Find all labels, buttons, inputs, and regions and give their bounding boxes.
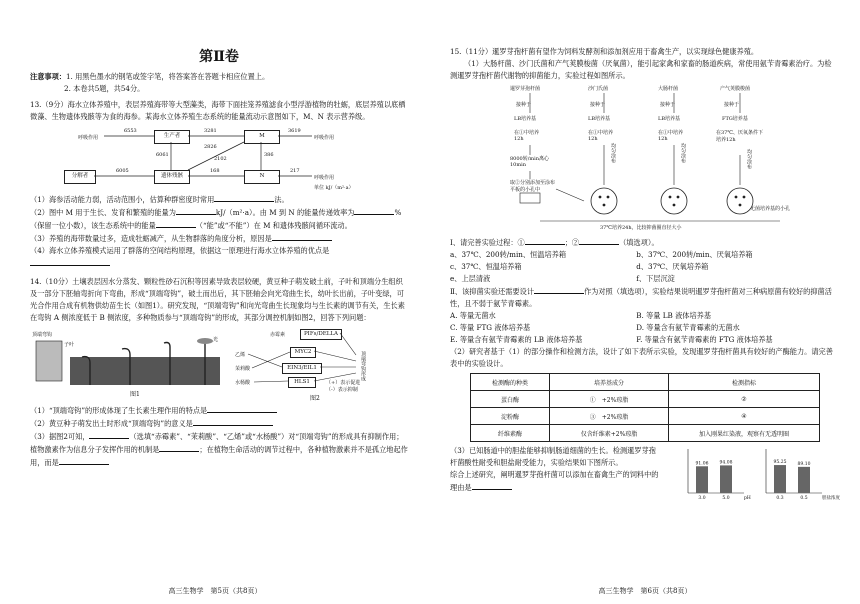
answer-blank[interactable] bbox=[354, 206, 394, 215]
option-c[interactable]: c、37℃、恒温培养箱 bbox=[450, 262, 522, 271]
data-label: 95.25 bbox=[773, 460, 787, 466]
table-cell: ① +2%琼脂 bbox=[550, 391, 669, 408]
opts1-row bbox=[450, 273, 838, 285]
opts2-row bbox=[450, 310, 838, 322]
opts1-row bbox=[450, 261, 838, 273]
fig2-ein3: EIN3/EIL1 bbox=[282, 363, 322, 374]
opts2-row bbox=[450, 334, 838, 346]
q13-3 bbox=[30, 232, 408, 245]
ftg-4: FTG培养基 bbox=[722, 116, 748, 122]
hook-label: 顶端弯钩 bbox=[32, 332, 53, 338]
tick-label: 0.3 bbox=[776, 496, 784, 501]
q13-1 bbox=[30, 193, 408, 206]
m-box: M bbox=[244, 130, 280, 144]
answer-blank[interactable] bbox=[159, 443, 199, 452]
q14-2 bbox=[30, 417, 408, 430]
inoculate-3: 接种于 bbox=[660, 102, 676, 108]
svg-text:光: 光 bbox=[213, 337, 219, 343]
q14-3-end: ；在植物生命活动的调节过程中，各种植物激素并不是孤立地起作用，而是 bbox=[30, 445, 408, 467]
fig2-legend-minus: （-）表示抑制 bbox=[326, 387, 358, 393]
lb-3: LB培养基 bbox=[658, 116, 680, 122]
spread-2: 均匀涂布 bbox=[610, 143, 616, 163]
q14-1 bbox=[30, 404, 408, 417]
option-A[interactable]: A. 等量无菌水 bbox=[450, 311, 496, 320]
table-cell: ④ bbox=[669, 408, 820, 425]
q13-2-text: （2）图中 M 用于生长、发育和繁殖的能量为 bbox=[30, 208, 176, 217]
data-label: 89.10 bbox=[797, 461, 811, 467]
ii-b: 作为对照（填选项），实验结果说明暹罗芽孢杆菌对三种病原菌有较好的抑菌活性，且不弱于氨苄青霉素。 bbox=[450, 287, 832, 308]
q13-1-end: 法。 bbox=[274, 195, 289, 204]
notice-text-1: 1. 用黑色墨水的钢笔或签字笔，将答案答在答题卡相应位置上。 bbox=[65, 72, 270, 81]
q14-2-text: （2）黄豆种子萌发出土时形成“顶端弯钩”的意义是 bbox=[30, 419, 193, 428]
q13-2-mid2: %（保留一位小数），该生态系统中的能量 bbox=[30, 208, 402, 230]
v3281: 3281 bbox=[204, 128, 217, 134]
answer-blank[interactable] bbox=[472, 481, 512, 490]
hole-label: 无菌培养基的小孔 bbox=[750, 206, 791, 212]
culture-label: 37℃培养24h，比较抑菌圈直径大小 bbox=[600, 225, 682, 231]
opts1-row bbox=[450, 249, 838, 261]
table-row bbox=[471, 425, 820, 442]
inoculate-2: 接种于 bbox=[590, 102, 606, 108]
section-title: 第Ⅱ卷 bbox=[199, 49, 239, 65]
table-cell: 淀粉酶 bbox=[471, 408, 550, 425]
col2-label: 沙门氏菌 bbox=[588, 86, 609, 92]
answer-blank[interactable] bbox=[30, 257, 110, 266]
bar bbox=[774, 465, 786, 493]
answer-blank[interactable] bbox=[534, 285, 584, 294]
cond-2: 在①中培养12h bbox=[588, 130, 614, 142]
q15-i bbox=[450, 236, 838, 249]
tick-label: 3.0 bbox=[698, 496, 706, 501]
v6005: 6005 bbox=[116, 168, 129, 174]
answer-blank[interactable] bbox=[272, 232, 332, 241]
lb-2: LB培养基 bbox=[588, 116, 610, 122]
q14-figures bbox=[30, 327, 408, 401]
ii-a: Ⅱ、该抑菌实验还需要设计 bbox=[450, 287, 534, 296]
fig2-label: 图2 bbox=[310, 395, 320, 402]
centrifuge: 8000转/min离心10min bbox=[510, 156, 549, 168]
inoculate-4: 接种于 bbox=[724, 102, 740, 108]
option-b[interactable]: b、37℃、200转/min、厌氧培养箱 bbox=[636, 250, 753, 259]
q13-2-mid: kJ/（m²·a）。由 M 到 N 的能量传递效率为 bbox=[215, 208, 355, 217]
enzyme-table bbox=[470, 373, 820, 442]
q13-2-end: （“能”或“不能”）在 M 和遗体残骸间循环流动。 bbox=[195, 221, 352, 230]
tick-label: 5.0 bbox=[722, 496, 730, 501]
option-d[interactable]: d、37℃、厌氧培养箱 bbox=[636, 262, 709, 271]
fig2-gibberellin: 赤霉素 bbox=[270, 332, 286, 338]
fig2-jasmonate: 茉莉酸 bbox=[235, 366, 251, 372]
cond-1: 在①中培养12h bbox=[514, 130, 540, 142]
table-cell: 加入刚果红染液，观察有无透明圈 bbox=[669, 425, 820, 442]
fig2-hook: 顶端弯钩形成 bbox=[360, 351, 366, 381]
n-box: N bbox=[244, 170, 280, 184]
producer-box: 生产者 bbox=[154, 130, 190, 144]
decomposer-box: 分解者 bbox=[64, 170, 96, 184]
fig2-pif: PIFs/DELLA bbox=[300, 329, 342, 340]
table-header: 检测酶的种类 bbox=[471, 374, 550, 391]
fig2-salicylic: 水杨酸 bbox=[235, 380, 251, 386]
v6553: 6553 bbox=[124, 128, 137, 134]
data-label: 94.08 bbox=[719, 460, 733, 466]
notice-label: 注意事项： bbox=[30, 72, 66, 81]
table-row bbox=[471, 391, 820, 408]
table-header: 培养基成分 bbox=[550, 374, 669, 391]
data-label: 91.06 bbox=[695, 461, 709, 467]
opts2-row bbox=[450, 322, 838, 334]
tolerance-charts bbox=[674, 445, 840, 507]
page-footer-5: 高三生物学 第5页（共8页） bbox=[168, 587, 262, 595]
v217: 217 bbox=[290, 168, 300, 174]
q13-4 bbox=[30, 245, 408, 270]
i-label: Ⅰ、请完善实验过程：① bbox=[450, 238, 525, 247]
v3619: 3619 bbox=[288, 128, 301, 134]
notice-1 bbox=[30, 71, 408, 83]
supernatant: 取②分别添加至涂布平板的小孔中 bbox=[510, 180, 556, 193]
q15-stem: 15.（11分）暹罗芽孢杆菌有望作为饲料发酵剂和添加剂应用于畜禽生产，以实现绿色健康养殖。 bbox=[450, 47, 759, 56]
fig2-legend-plus: （+）表示促进 bbox=[326, 380, 361, 386]
v168: 168 bbox=[210, 168, 220, 174]
fig2-ethylene: 乙烯 bbox=[235, 352, 246, 358]
resp-in-label: 呼吸作用 bbox=[78, 135, 99, 141]
answer-blank[interactable] bbox=[59, 456, 109, 465]
fig2-myc2: MYC2 bbox=[290, 347, 316, 358]
q13-4-text: （4）海水立体养殖模式运用了群落的空间结构原理，依据这一原理进行海水立体养殖的优点是 bbox=[30, 246, 330, 255]
tick-label: 0.5 bbox=[800, 496, 808, 501]
answer-blank[interactable] bbox=[214, 193, 274, 202]
option-a[interactable]: a、37℃、200转/min、恒温培养箱 bbox=[450, 250, 567, 259]
q15-ii bbox=[450, 285, 838, 310]
spread-4: 均匀涂布 bbox=[746, 149, 752, 169]
notice-2: 2. 本卷共5题，共54分。 bbox=[64, 84, 145, 93]
v2102: 2102 bbox=[214, 156, 227, 162]
q13-stem: 13.（9分）海水立体养殖中，表层养殖海带等大型藻类，海带下面挂笼养殖滤食小型浮游植物的牡蛎，底层养殖以底栖微藻、生物遗体残骸等为食的海参。某海水立体养殖生态系统的能量流动示意图如下，M、N 表示营养级。 bbox=[30, 100, 406, 121]
bar bbox=[798, 467, 810, 493]
page-6 bbox=[430, 0, 860, 604]
i-mid: ；② bbox=[564, 238, 580, 247]
q13-1-text: （1）海参活动能力弱，活动范围小，估算种群密度时常用 bbox=[30, 195, 215, 204]
col4-label: 产气荚膜梭菌 bbox=[720, 86, 751, 92]
answer-blank[interactable] bbox=[525, 236, 565, 245]
v6061: 6061 bbox=[156, 152, 169, 158]
table-cell: 纤维素酶 bbox=[471, 425, 550, 442]
q15-2: （2）研究者基于（1）的部分操作和检测方法，设计了如下表所示实验，发现暹罗芽孢杆菌具有较好的产酶能力。请完善表中的实验设计。 bbox=[450, 347, 833, 368]
cotyledon-label: 子叶 bbox=[64, 342, 75, 348]
q13-3-text: （3）养殖的海带数量过多，造成牡蛎减产，从生物群落的角度分析，原因是 bbox=[30, 234, 272, 243]
bar bbox=[720, 465, 732, 493]
bar bbox=[696, 466, 708, 493]
q15-3b bbox=[450, 469, 660, 494]
q14-stem: 14.（10分）土壤表层因水分蒸发、颗粒性砂石沉积等因素导致表层较硬，黄豆种子萌发破土前，子叶和顶端分生组织及一部分下胚轴弯折向下弯曲，形成“顶端弯钩”，破土而出后，其下胚轴会向光弯曲生长，幼叶长出前，子叶变绿，可光合作用合成有机物供幼苗生长（如图1）。研究发现，“顶端弯钩”和向光弯曲生长现象均与生长素的调节有关，生长素在弯钩 A 侧浓度低于 B 侧浓度，多种物质参与“顶端弯钩”的形成，其部分调控机制如图2，回答下列问题： bbox=[30, 277, 405, 322]
option-C[interactable]: C. 等量 FTG 液体培养基 bbox=[450, 323, 531, 332]
x-axis-label: 胆盐浓度 bbox=[822, 496, 840, 501]
spread-3: 均匀涂布 bbox=[680, 143, 686, 163]
answer-blank[interactable] bbox=[579, 236, 619, 245]
table-cell: 仅含纤维素+2%琼脂 bbox=[550, 425, 669, 442]
i-end: （填选项）。 bbox=[619, 238, 659, 247]
answer-blank[interactable] bbox=[89, 430, 129, 439]
cond-4: 在37℃、厌氧条件下培养12h bbox=[716, 130, 763, 143]
col3-label: 大肠杆菌 bbox=[658, 86, 679, 92]
q15-3b-text: 综合上述研究，阐明暹罗芽孢杆菌可以添加在畜禽生产的饲料中的理由是 bbox=[450, 470, 659, 492]
q15-intro: （1）大肠杆菌、沙门氏菌和产气荚膜梭菌（厌氧菌），能引起家禽和家畜的肠道疾病，常使用氨苄青霉素治疗。为检测暹罗芽孢杆菌代谢物的抑菌能力，实验过程如图所示。 bbox=[450, 59, 832, 80]
q14-3 bbox=[30, 430, 408, 469]
flow-arrows bbox=[64, 126, 384, 190]
x-axis-label: pH bbox=[744, 496, 751, 501]
q15-3: （3）已知肠道中的胆盐能够抑制肠道细菌的生长。检测暹罗芽孢杆菌酸性耐受和胆盐耐受能力，实验结果如下图所示。 bbox=[450, 446, 656, 467]
table-header-row bbox=[471, 374, 820, 391]
option-e[interactable]: e、上层清液 bbox=[450, 274, 491, 283]
resp-n-label: 呼吸作用 bbox=[314, 175, 335, 181]
table-cell: ② bbox=[669, 391, 820, 408]
q13-2 bbox=[30, 206, 408, 232]
q15-3-block bbox=[450, 445, 838, 511]
inoculate-1: 接种于 bbox=[516, 102, 532, 108]
col1-label: 暹罗芽孢杆菌 bbox=[510, 86, 541, 92]
fig2-hls1: HLS1 bbox=[288, 377, 316, 388]
answer-blank[interactable] bbox=[156, 219, 196, 228]
option-E[interactable]: E. 等量含有氨苄青霉素的 LB 液体培养基 bbox=[450, 335, 583, 344]
table-row bbox=[471, 408, 820, 425]
answer-blank[interactable] bbox=[207, 404, 277, 413]
v2826: 2826 bbox=[204, 144, 217, 150]
q15-figure bbox=[510, 85, 810, 233]
q13-figure bbox=[64, 126, 384, 190]
page-footer-6: 高三生物学 第6页（共8页） bbox=[598, 587, 692, 595]
option-f[interactable]: f、下层沉淀 bbox=[636, 274, 675, 283]
cond-3: 在①中培养12h bbox=[658, 130, 684, 142]
flow-diagram bbox=[510, 85, 810, 233]
lb-1: LB培养基 bbox=[514, 116, 536, 122]
table-cell: ③ +2%琼脂 bbox=[550, 408, 669, 425]
table-header: 检测指标 bbox=[669, 374, 820, 391]
unit-label: 单位 kJ/（m²·a） bbox=[314, 185, 354, 191]
fig1-label: 图1 bbox=[130, 391, 140, 398]
option-D[interactable]: D. 等量含有氨苄青霉素的无菌水 bbox=[636, 323, 740, 332]
remains-box: 遗体残骸 bbox=[154, 170, 190, 184]
q14-1-text: （1）“顶端弯钩”的形成体现了生长素生理作用的特点是 bbox=[30, 406, 208, 415]
q14-3-mid: （选填“赤霉素”、“茉莉酸”、“乙烯”或“水杨酸”）对“顶端弯钩”的形成具有抑制作用；植物激素作为信息分子发挥作用的机制是 bbox=[30, 432, 404, 454]
v386: 386 bbox=[264, 152, 274, 158]
answer-blank[interactable] bbox=[193, 417, 273, 426]
option-F[interactable]: F. 等量含有氨苄青霉素的 FTG 液体培养基 bbox=[636, 335, 773, 344]
fig2-arrows bbox=[30, 327, 408, 401]
table-cell: 蛋白酶 bbox=[471, 391, 550, 408]
q14-3-text: （3）据图2可知， bbox=[30, 432, 90, 441]
answer-blank[interactable] bbox=[176, 206, 216, 215]
option-B[interactable]: B. 等量 LB 液体培养基 bbox=[636, 311, 712, 320]
resp-m-label: 呼吸作用 bbox=[314, 135, 335, 141]
